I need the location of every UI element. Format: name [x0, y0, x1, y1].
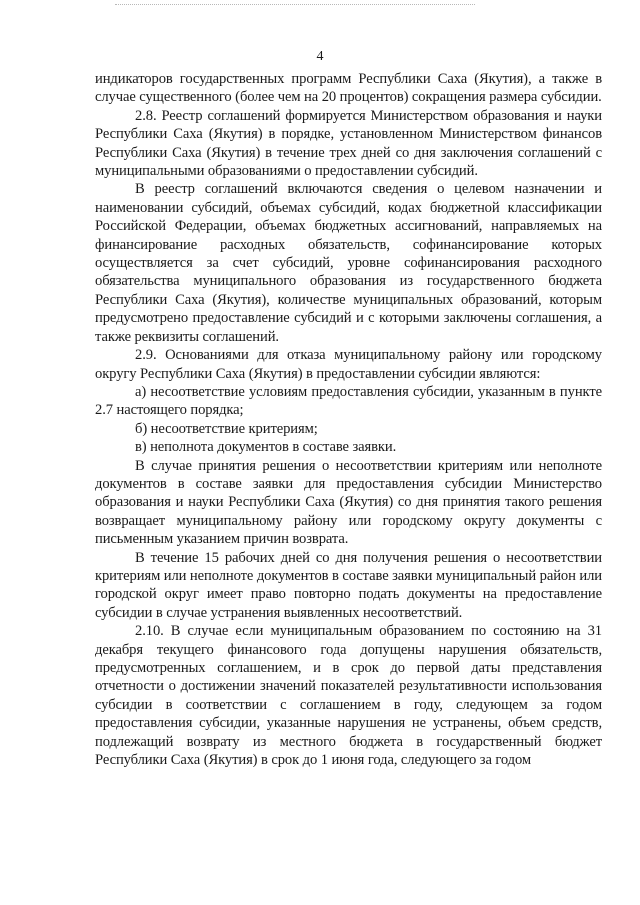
paragraph-registry-contents: В реестр соглашений включаются сведения о целевом назначении и наименовании субсидий, объемах субсидий, кодах бюджетной классификации Российской Федерации, объемах бюджетных ассигнований, направляемых на финансирование расходных обязательств, софинансирование которых осуществляется за счет субсидий, уровне софинансирования расходного обязательства муниципального образования из государственного бюджета Республики Саха (Якутия), количестве муниципальных образований, которым предусмотрено предоставление субсидий и с которыми заключены соглашения, а также реквизиты соглашений. — [95, 181, 602, 345]
paragraph-2-9: 2.9. Основаниями для отказа муниципальному району или городскому округу Республики Саха (Якутия) в предоставлении субсидии являются: — [95, 347, 602, 382]
document-body — [95, 70, 602, 769]
paragraph-2-10: 2.10. В случае если муниципальным образованием по состоянию на 31 декабря текущего финансового года допущены нарушения обязательств, предусмотренных соглашением, и в срок до первой даты представления отчетности о достижении значений показателей результативности использования субсидии в соответствии с соглашением в году, следующем за годом предоставления субсидии, указанные нарушения не устранены, объем средств, подлежащий возврату из местного бюджета в государственный бюджет Республики Саха (Якутия) в срок до 1 июня года, следующего за годом — [95, 623, 602, 769]
paragraph-2-8: 2.8. Реестр соглашений формируется Министерством образования и науки Республики Саха (Якутия) в порядке, установленном Министерством финансов Республики Саха (Якутия) в течение трех дней со дня заключения соглашений с муниципальными образованиями о предоставлении субсидий. — [95, 107, 602, 180]
scan-artifact-line — [115, 4, 475, 7]
list-item-c: в) неполнота документов в составе заявки. — [135, 439, 397, 456]
paragraph-resubmission: В течение 15 рабочих дней со дня получения решения о несоответствии критериям или неполноте документов в составе заявки муниципальный район или городской округ имеет право повторно подать документы на предоставление субсидии в случае устранения выявленных несоответствий. — [95, 549, 602, 621]
page-number: 4 — [316, 49, 324, 64]
paragraph-continuation: индикаторов государственных программ Республики Саха (Якутия), а также в случае существенного (более чем на 20 процентов) сокращения размера субсидии. — [95, 71, 602, 106]
list-item-b: б) несоответствие критериям; — [135, 420, 318, 437]
list-item-a: а) несоответствие условиям предоставления субсидии, указанным в пункте 2.7 настоящего порядка; — [95, 383, 602, 419]
paragraph-decision-return: В случае принятия решения о несоответствии критериям или неполноте документов в составе заявки для предоставления субсидии Министерство образования и науки Республики Саха (Якутия) со дня принятия такого решения возвращает муниципальному району или городскому округу документы с письменным указанием причин возврата. — [95, 457, 602, 548]
